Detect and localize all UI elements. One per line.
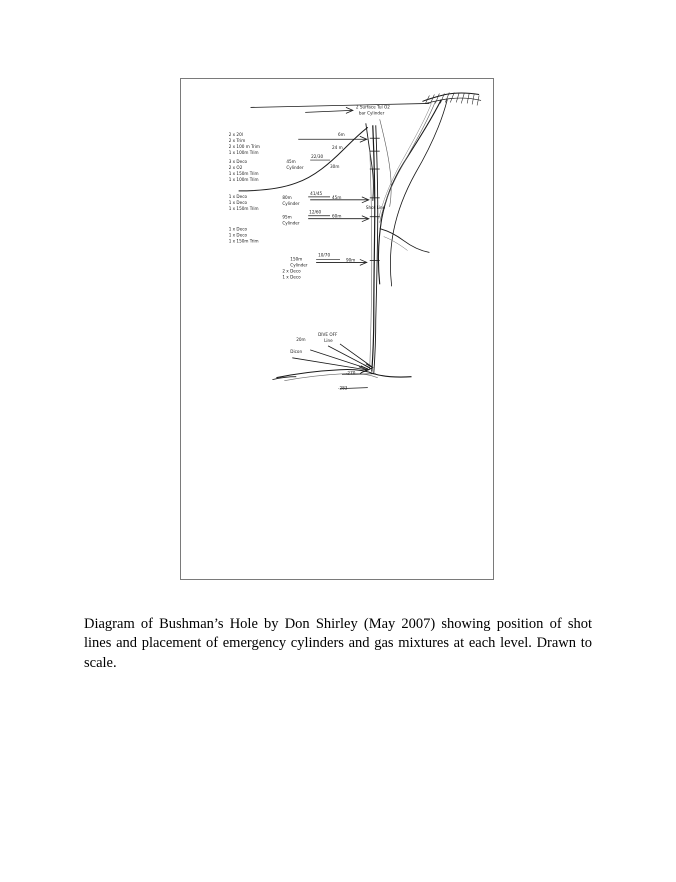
- dive-off-lines: [292, 344, 372, 374]
- annotation-45m-cylinder: 45m Cylinder: [286, 159, 304, 171]
- annotation-cyl-group-4: 1 x Deco 1 x Deco 1 x 150m Trim: [228, 226, 259, 244]
- annotation-95m-cylinder: 95m Cylinder: [282, 214, 300, 226]
- ledge-right: [380, 229, 430, 253]
- annotation-surface-cylinders: 2 Surface Tul O2 bar Cylinder: [355, 104, 390, 116]
- shot-line-rope: [372, 125, 375, 371]
- cave-wall-left-upper: [366, 123, 374, 201]
- figure-image: [180, 78, 494, 580]
- annotation-dicon: Dicon: [290, 348, 303, 354]
- cave-wall-right-upper: [378, 99, 441, 284]
- cave-wall-right-outer: [390, 99, 447, 286]
- figure-caption: Diagram of Bushman’s Hole by Don Shirley (May 2007) showing position of shot lines and placement of emergency cylinders and gas mixtures at each level. Drawn to scale.: [84, 615, 592, 671]
- annotation-depth-20m: 20m: [296, 336, 306, 342]
- annotation-ratio-10-70: 10/70: [318, 252, 331, 258]
- annotation-cyl-group-1: 2 x 20l 2 x Trim 2 x 100 m Trim 1 x 100m Trim: [228, 132, 260, 156]
- annotation-80m-cylinder: 80m Cylinder: [282, 194, 300, 206]
- annotation-cyl-group-3: 1 x Deco 1 x Deco 1 x 150m Trim: [228, 193, 259, 211]
- annotation-depth-30m: 30m: [330, 164, 340, 170]
- annotation-depth-6m: 6m: [337, 132, 345, 138]
- annotation-depth-45m: 45m: [332, 194, 342, 200]
- cave-floor-shade: [284, 370, 377, 380]
- annotation-depth-60m: 60m: [332, 213, 342, 219]
- annotation-depth-283: -283: [337, 385, 348, 391]
- annotation-ratio-22-30: 22/30: [311, 154, 324, 160]
- cave-wall-shading-1: [380, 101, 436, 222]
- annotation-ratio-12-60: 12/60: [309, 209, 322, 215]
- annotation-150m-cylinder: 150m Cylinder: [290, 256, 308, 268]
- annotation-cyl-group-2: 3 x Deco 2 x O2 1 x 150m Trim 1 x 100m Trim: [228, 159, 259, 182]
- surface-line: [251, 103, 430, 107]
- annotation-depth-270: -270: [345, 370, 356, 376]
- label-arrows: [298, 107, 369, 265]
- annotation-depth-24m: 24 m: [332, 145, 343, 151]
- annotation-ratio-41-45: 41/45: [310, 190, 323, 196]
- annotation-shot-line: Shot Line: [365, 204, 386, 210]
- annotation-layer: [229, 104, 391, 390]
- annotation-cyl-group-5: 2 x Deco 1 x Deco: [282, 268, 301, 280]
- annotation-depth-90m: 90m: [345, 257, 356, 263]
- surface-rock-edge: [422, 93, 479, 101]
- shot-line-shade: [370, 149, 372, 368]
- cave-profile-drawing: [181, 79, 493, 579]
- annotation-dive-off-line: DIVE OFF Line: [318, 331, 338, 343]
- ledge-right-shade: [384, 237, 408, 251]
- cave-wall-inner-shade: [380, 119, 391, 206]
